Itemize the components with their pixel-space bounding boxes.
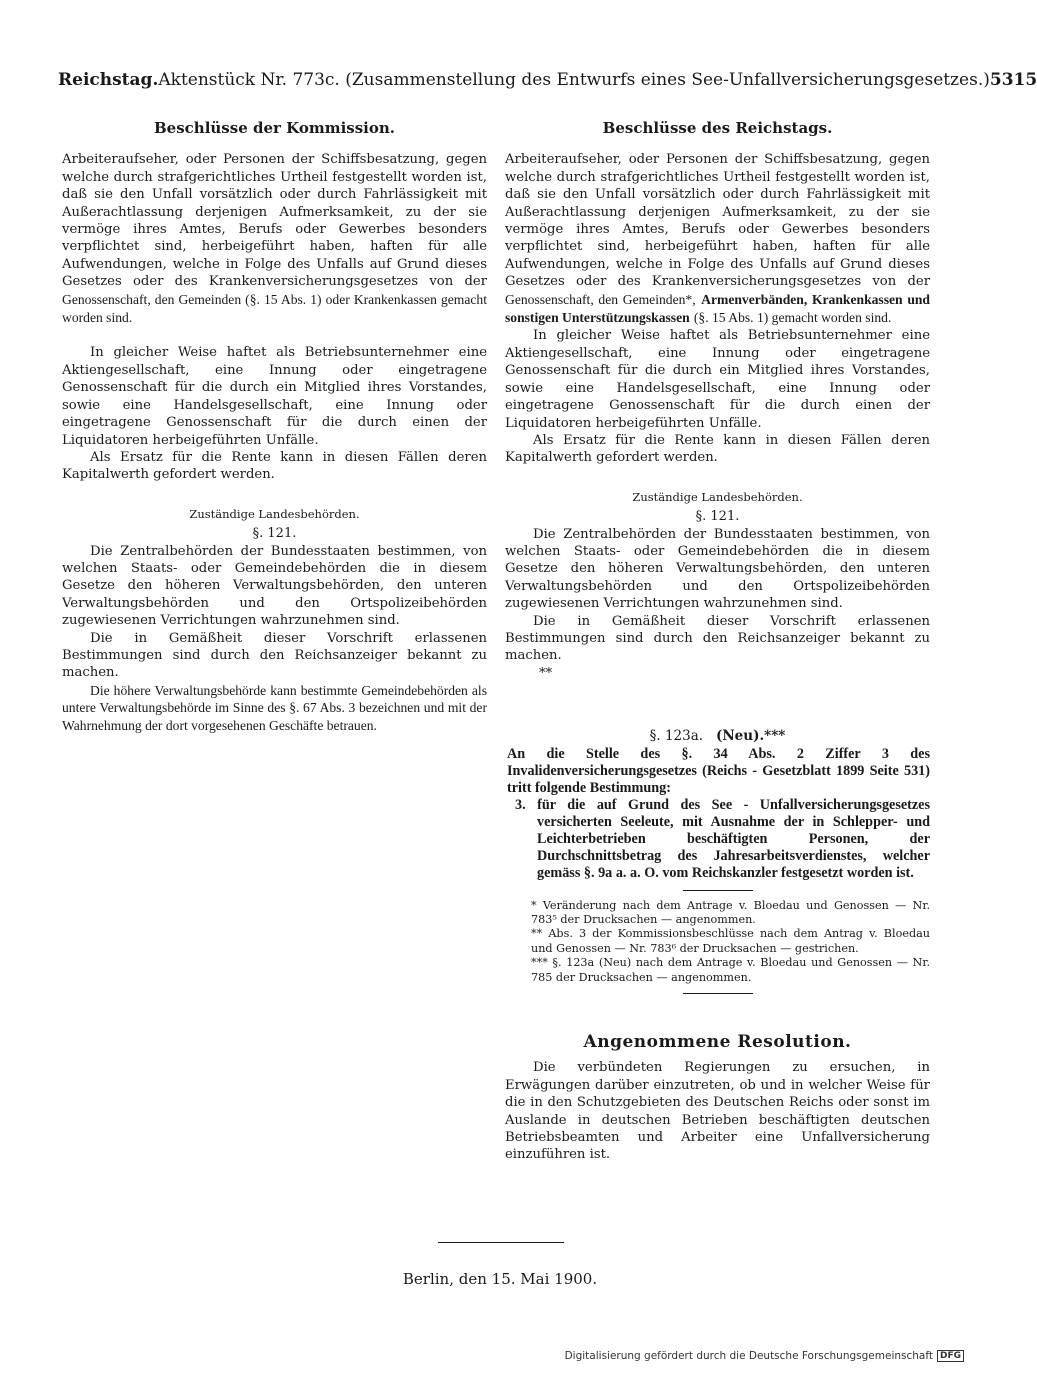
right-paragraph-5: Die in Gemäßheit dieser Vorschrift erlassenen Bestimmungen sind durch den Reichsanzeiger bekannt zu machen. [505, 613, 930, 664]
footnotes [505, 899, 930, 985]
left-paragraph-1 [62, 151, 487, 327]
section-123a-number: §. 123a. [649, 728, 704, 745]
right-p1-text: Arbeiteraufseher, oder Personen der Schiffsbesatzung, gegen welche durch strafgerichtliches Urtheil festgestellt worden ist, daß sie den Unfall vorsätzlich oder durch Fahrlässigkeit mit Außerachtlassung derjenigen Aufmerksamkeit, zu der sie vermöge ihres Amtes, Berufs oder Gewerbes besonders verpflichtet sind, herbeigeführt haben, haften für alle Aufwendungen, welche in Folge des Unfalls auf Grund dieses Gesetzes oder des Krankenversicherungsgesetzes von der [505, 152, 930, 290]
right-subhead: Zuständige Landesbehörden. [632, 489, 803, 504]
resolution-title: Angenommene Resolution. [583, 1032, 852, 1053]
left-subhead: Zuständige Landesbehörden. [189, 506, 360, 521]
right-paragraph-4: Die Zentralbehörden der Bundesstaaten bestimmen, von welchen Staats- oder Gemeindebehörden die in diesem Gesetze den höheren Verwaltungsbehörden, den unteren Verwaltungsbehörden und den Ortspolizeibehörden zugewiesenen Verrichtungen wahrzunehmen sind. [505, 526, 930, 612]
left-paragraph-6: Die höhere Verwaltungsbehörde kann bestimmte Gemeindebehörden als untere Verwaltungsbehörde im Sinne des §. 67 Abs. 3 bezeichnen und mit der Wahrnehmung der dort vorgesehenen Geschäfte betrauen. [62, 682, 487, 733]
right-column-heading: Beschlüsse des Reichstags. [602, 119, 833, 137]
footnote-2: ** Abs. 3 der Kommissionsbeschlüsse nach dem Antrag v. Bloedau und Genossen — Nr. 783⁶ der Drucksachen — gestrichen. [531, 927, 930, 955]
footnote-3: *** §. 123a (Neu) nach dem Antrage v. Bloedau und Genossen — Nr. 785 der Drucksachen — angenommen. [531, 956, 930, 984]
right-paragraph-1 [505, 151, 930, 327]
digitization-credit [565, 1350, 964, 1362]
header-title: Aktenstück Nr. 773c. (Zusammenstellung des Entwurfs eines See-Unfallversicherungsgesetzes.) [158, 70, 990, 90]
left-column [62, 120, 487, 734]
right-p1-bold: Armenverbänden, Krankenkassen und sonstigen Unterstützungskassen [505, 291, 930, 326]
right-p1-latin-b: (§. 15 Abs. 1) gemacht worden sind. [693, 310, 892, 326]
section-123a-item: 3. für die auf Grund des See - Unfallversicherungsgesetzes versicherten Seeleute, mit Ausnahme der in Schlepper- und Leichterbetrieben beschäftigten Personen, der Durchschnittsbetrag des Jahresarbeitsverdienstes, welcher gemäss §. 9a a. a. O. vom Reichskanzler festgesetzt worden ist. [515, 796, 930, 881]
left-p1-text: Arbeiteraufseher, oder Personen der Schiffsbesatzung, gegen welche durch strafgerichtliches Urtheil festgestellt worden ist, daß sie den Unfall vorsätzlich oder durch Fahrlässigkeit mit Außerachtlassung derjenigen Aufmerksamkeit, zu der sie vermöge ihres Amtes, Berufs oder Gewerbes besonders verpflichtet sind, herbeigeführt haben, haften für alle Aufwendungen, welche in Folge des Unfalls auf Grund dieses Gesetzes oder des Krankenversicherungsgesetzes von der [62, 152, 487, 290]
page-number: 5315 [989, 70, 1037, 90]
digitization-text: Digitalisierung gefördert durch die Deutsche Forschungsgemeinschaft [564, 1350, 933, 1362]
left-paragraph-3: Als Ersatz für die Rente kann in diesen Fällen deren Kapitalwerth gefordert werden. [62, 449, 487, 483]
dfg-logo-icon: DFG [937, 1350, 964, 1362]
left-paragraph-4: Die Zentralbehörden der Bundesstaaten bestimmen, von welchen Staats- oder Gemeindebehörden die in diesem Gesetze den höheren Verwaltungsbehörden, den unteren Verwaltungsbehörden und den Ortspolizeibehörden zugewiesenen Verrichtungen wahrzunehmen sind. [62, 543, 487, 629]
left-paragraph-2: In gleicher Weise haftet als Betriebsunternehmer eine Aktiengesellschaft, eine Innung oder eingetragene Genossenschaft für die durch ein Mitglied ihres Vorstandes, sowie eine Handelsgesellschaft, eine Innung oder eingetragene Genossenschaft für die durch einen der Liquidatoren herbeigeführten Unfälle. [62, 345, 487, 448]
right-column [505, 120, 930, 1164]
left-section-121: §. 121. [252, 526, 297, 542]
right-section-121: §. 121. [695, 509, 740, 525]
section-123a-heading [505, 728, 930, 745]
page-header [58, 70, 1037, 90]
right-p1-latin-a: Genossenschaft, den Gemeinden*, [505, 291, 696, 307]
resolution-text: Die verbündeten Regierungen zu ersuchen, in Erwägungen darüber einzutreten, ob und in welcher Weise für die in den Schutzgebieten des Deutschen Reichs oder sonst im Auslande in deutschen Betrieben beschäftigten deutschen Betriebsbeamten und Arbeiter eine Unfallversicherung einzuführen ist. [505, 1060, 930, 1163]
place-date: Berlin, den 15. Mai 1900. [402, 1270, 598, 1288]
left-column-heading: Beschlüsse der Kommission. [154, 119, 395, 137]
left-paragraph-5: Die in Gemäßheit dieser Vorschrift erlassenen Bestimmungen sind durch den Reichsanzeiger bekannt zu machen. [62, 630, 487, 681]
section-123a-body: An die Stelle des §. 34 Abs. 2 Ziffer 3 des Invalidenversicherungsgesetzes (Reichs - Gesetzblatt 1899 Seite 531) tritt folgende Bestimmung: [507, 745, 930, 796]
section-123a-tag: (Neu).*** [715, 728, 786, 745]
footnote-marker-stars: ** [539, 665, 553, 681]
footnote-1: * Veränderung nach dem Antrage v. Bloedau und Genossen — Nr. 783⁵ der Drucksachen — angenommen. [531, 898, 930, 926]
footer-divider [438, 1242, 564, 1243]
footnote-divider [683, 890, 753, 891]
left-p1-latin: Genossenschaft, den Gemeinden (§. 15 Abs. 1) oder Krankenkassen gemacht worden sind. [62, 291, 487, 326]
header-left: Reichstag. [58, 70, 159, 90]
right-paragraph-3: Als Ersatz für die Rente kann in diesen Fällen deren Kapitalwerth gefordert werden. [505, 432, 930, 466]
right-paragraph-2: In gleicher Weise haftet als Betriebsunternehmer eine Aktiengesellschaft, eine Innung oder eingetragene Genossenschaft für die durch ein Mitglied ihres Vorstandes, sowie eine Handelsgesellschaft, eine Innung oder eingetragene Genossenschaft für die durch einen der Liquidatoren herbeigeführten Unfälle. [505, 328, 930, 431]
section-divider [683, 993, 753, 994]
